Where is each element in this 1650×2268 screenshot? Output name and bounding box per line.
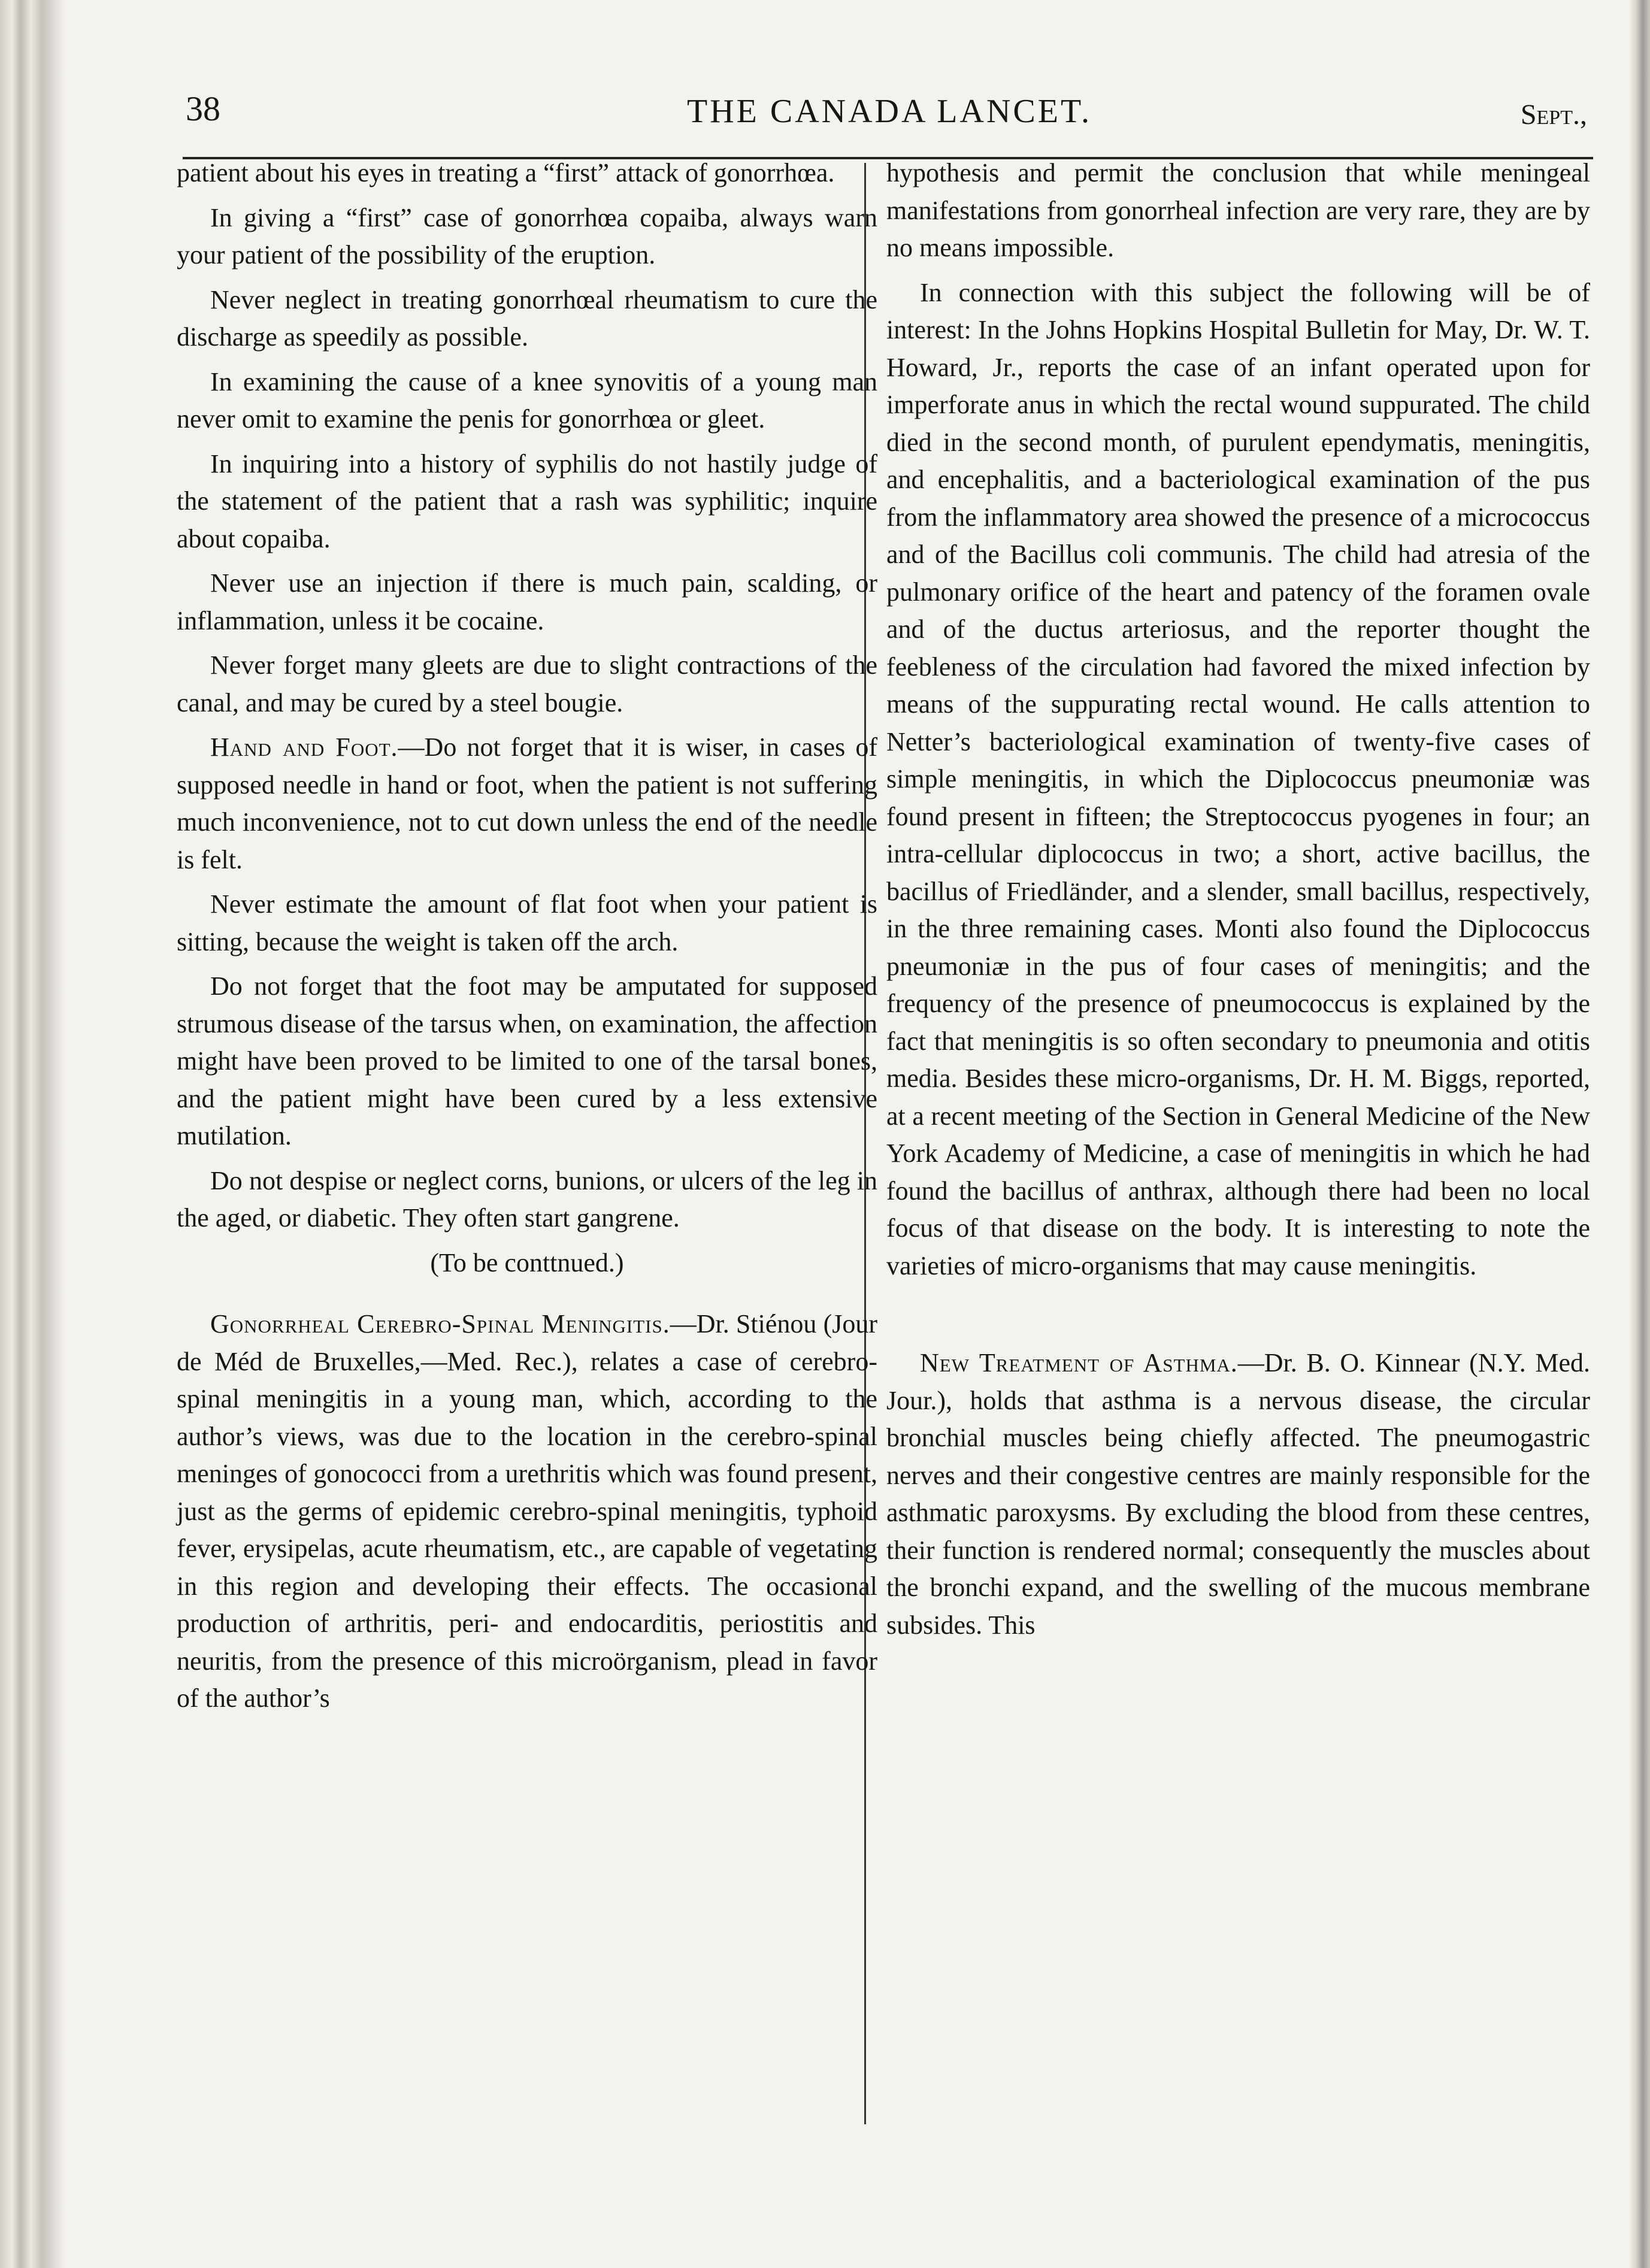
page-binding-edge: [0, 0, 66, 2268]
paragraph: In connection with this subject the following will be of interest: In the Johns Hopkins Hospital Bulletin for May, Dr. W. T. Howard, Jr., reports the case of an infant operated upon for imperforate anus in which the rectal wound suppurated. The child died in the second month, of purulent ependymatis, meningitis, and encephalitis, and a bacteriological examination of the pus from the inflammatory area showed the presence of a micrococcus and of the Bacillus coli communis. The child had atresia of the pulmonary orifice of the heart and patency of the foramen ovale and of the ductus arteriosus, and the reporter thought the feebleness of the circulation had favored the mixed infection by means of the suppurating rectal wound. He calls attention to Netter’s bacteriological examination of twenty-five cases of simple meningitis, in which the Diplococcus pneumoniæ was found present in fifteen; the Streptococcus pyogenes in four; an intra-cellular diplococcus in two; a short, active bacillus, the bacillus of Friedländer, and a slender, small bacillus, respectively, in the three remaining cases. Monti also found the Diplococcus pneumoniæ in the pus of four cases of meningitis; and the frequency of the presence of pneumococcus is explained by the fact that meningitis is so often secondary to pneumonia and otitis media. Besides these micro-organisms, Dr. H. M. Biggs, reported, at a recent meeting of the Section in General Medicine of the New York Academy of Medicine, a case of meningitis in which he had found the bacillus of anthrax, although there had been no local focus of that disease on the body. It is interesting to note the varieties of micro-organisms that may cause meningitis.: [886, 277, 1590, 1280]
running-header: [186, 89, 1593, 143]
paragraph: Do not forget that the foot may be amputated for supposed strumous disease of the tarsus when, on examination, the affection might have been proved to be limited to one of the tarsal bones, and the patient might have been cured by a less extensive mutilation.: [177, 971, 877, 1150]
paragraph: Never forget many gleets are due to slight contractions of the canal, and may be cured by a steel bougie.: [177, 650, 877, 717]
page-right-edge: [1628, 0, 1650, 2268]
paragraph-text: —Do not forget that it is wiser, in cases of supposed needle in hand or foot, when the patient is not suffering much inconvenience, not to cut down unless the end of the needle is felt.: [177, 732, 878, 874]
page-number: 38: [186, 89, 220, 128]
paragraph: In examining the cause of a knee synovitis of a young man never omit to examine the penis for gonorrhœa or gleet.: [177, 367, 877, 434]
paragraph: In inquiring into a history of syphilis do not hastily judge of the statement of the patient that a rash was syphilitic; inquire about copaiba.: [177, 449, 877, 553]
paragraph-text: —Dr. Stiénou (Jour de Méd de Bruxelles,—Med. Rec.), relates a case of cerebro-spinal meningitis in a young man, which, according to the author’s views, was due to the location in the cerebro-spinal meninges of gonococci from a urethritis which was found present, just as the germs of epidemic cerebro-spinal meningitis, typhoid fever, erysipelas, acute rheumatism, etc., are capable of vegetating in this region and developing their effects. The occasional production of arthritis, peri- and endocarditis, periostitis and neuritis, from the presence of this microörganism, plead in favor of the author’s: [177, 1309, 877, 1713]
paragraph: In giving a “first” case of gonorrhœa copaiba, always warn your patient of the possibility of the eruption.: [177, 202, 877, 270]
section-heading: New Treatment of Asthma.: [920, 1348, 1238, 1377]
section-paragraph-hand-and-foot: [177, 729, 877, 879]
paragraph: Never neglect in treating gonorrhœal rheumatism to cure the discharge as speedily as possible.: [177, 284, 877, 352]
right-column: [886, 155, 1590, 1651]
section-paragraph-meningitis: [177, 1306, 877, 1718]
section-paragraph-asthma: [886, 1345, 1590, 1644]
section-heading: Hand and Foot.: [210, 732, 398, 762]
paragraph: hypothesis and permit the conclusion that while meningeal manifestations from gonorrheal infection are very rare, they are by no means impossible.: [886, 158, 1590, 262]
paragraph: Never estimate the amount of flat foot when your patient is sitting, because the weight is taken off the arch.: [177, 889, 877, 956]
left-column: [177, 155, 877, 1725]
paragraph: patient about his eyes in treating a “first” attack of gonorrhœa.: [177, 158, 835, 187]
section-heading: Gonorrheal Cerebro-Spinal Meningitis.: [210, 1309, 670, 1339]
to-be-continued: (To be conttnued.): [430, 1247, 624, 1277]
journal-title: THE CANADA LANCET.: [686, 93, 1092, 130]
issue-month: Sept.,: [1520, 99, 1587, 131]
paragraph: Never use an injection if there is much pain, scalding, or inflammation, unless it be cocaine.: [177, 568, 877, 635]
paragraph-text: —Dr. B. O. Kinnear (N.Y. Med. Jour.), holds that asthma is a nervous disease, the circular bronchial muscles being chiefly affected. The pneumogastric nerves and their congestive centres are mainly responsible for the asthmatic paroxysms. By excluding the blood from these centres, their function is rendered normal; consequently the muscles about the bronchi expand, and the swelling of the mucous membrane subsides. This: [886, 1348, 1590, 1640]
paragraph: Do not despise or neglect corns, bunions, or ulcers of the leg in the aged, or diabetic. They often start gangrene.: [177, 1165, 877, 1233]
